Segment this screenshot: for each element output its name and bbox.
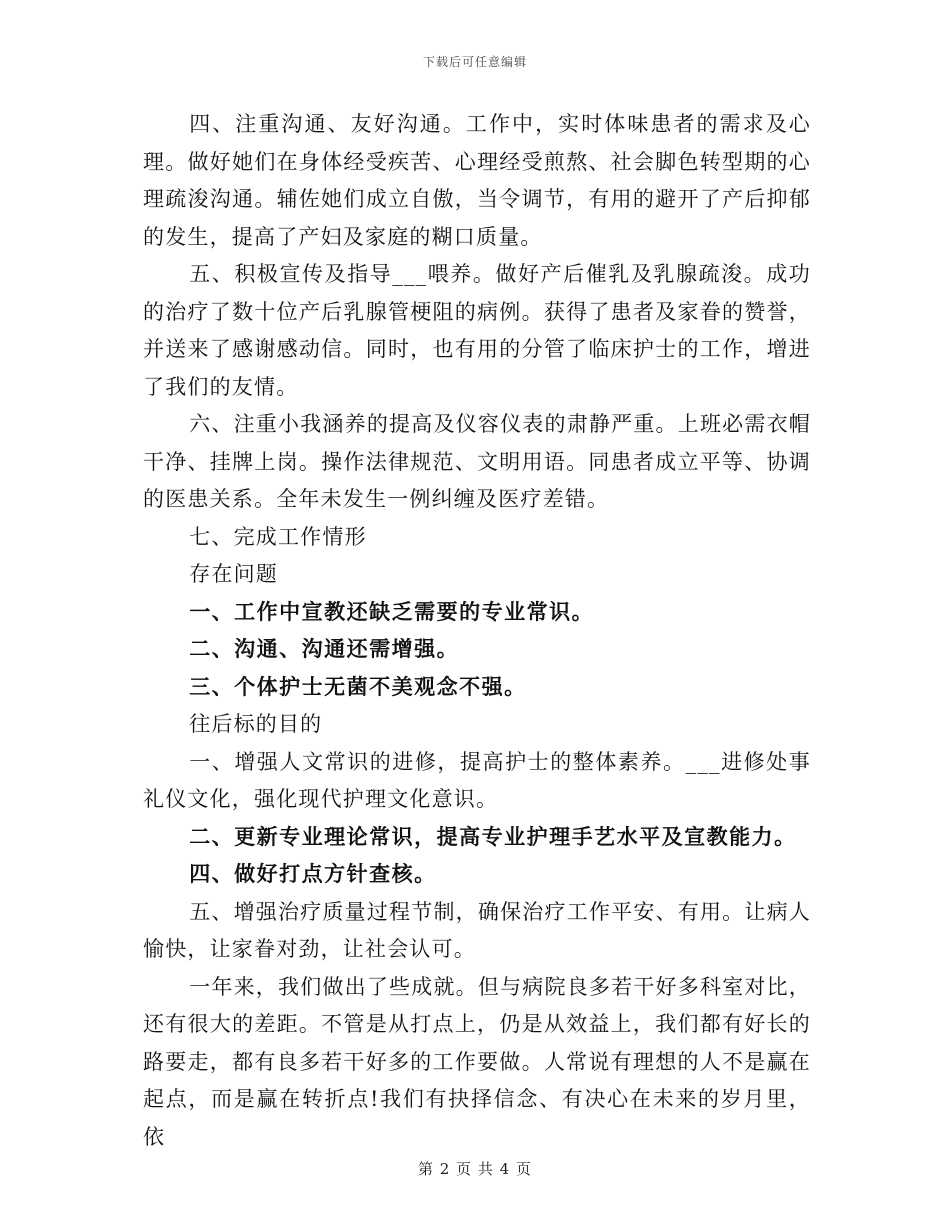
problem-item-3: 三、个体护士无菌不美观念不强。 (189, 674, 527, 699)
section-heading-goals: 往后标的目的 (189, 712, 323, 736)
paragraph-personal-conduct: 六、注重小我涵养的提高及仪容仪表的肃静严重。上班必需衣帽干净、挂牌上岗。操作法律规范、文明用语。同患者成立平等、协调的医患关系。全年未发生一例纠缠及医疗差错。 (143, 412, 811, 511)
page-header-note: 下载后可任意编辑 (422, 55, 527, 69)
section-heading-problems: 存在问题 (189, 562, 278, 586)
section-heading-work-status: 七、完成工作情形 (189, 524, 367, 549)
paragraph-year-summary: 一年来，我们做出了些成就。但与病院良多若干好多科室对比，还有很大的差距。不管是从打点上，仍是从效益上，我们都有好长的路要走，都有良多若干好多的工作要做。人常说有理想的人不是赢在起点，而是赢在转折点!我们有抉择信念、有决心在未来的岁月里，依 (143, 974, 811, 1149)
paragraph-communication: 四、注重沟通、友好沟通。工作中，实时体味患者的需求及心理。做好她们在身体经受疾苦、心理经受煎熬、社会脚色转型期的心理疏浚沟通。辅佐她们成立自傲，当令调节，有用的避开了产后抑郁的发生，提高了产妇及家庭的糊口质量。 (143, 112, 811, 249)
paragraph-feeding-guidance: 五、积极宣传及指导___喂养。做好产后催乳及乳腺疏浚。成功的治疗了数十位产后乳腺管梗阻的病例。获得了患者及家眷的赞誉，并送来了感谢感动信。同时，也有用的分管了临床护士的工作，增进了我们的友情。 (143, 262, 811, 399)
goal-item-4: 四、做好打点方针查核。 (189, 862, 437, 886)
page-number-footer: 第 2 页 共 4 页 (418, 1160, 532, 1178)
goal-item-2: 二、更新专业理论常识，提高专业护理手艺水平及宣教能力。 (189, 824, 797, 849)
goal-item-5: 五、增强治疗质量过程节制，确保治疗工作平安、有用。让病人愉快，让家眷对劲，让社会认可。 (143, 899, 811, 961)
problem-item-2: 二、沟通、沟通还需增强。 (189, 637, 460, 661)
problem-item-1: 一、工作中宣教还缺乏需要的专业常识。 (189, 599, 595, 624)
goal-item-1: 一、增强人文常识的进修，提高护士的整体素养。___进修处事礼仪文化，强化现代护理文化意识。 (143, 749, 811, 811)
document-body (143, 106, 811, 1156)
